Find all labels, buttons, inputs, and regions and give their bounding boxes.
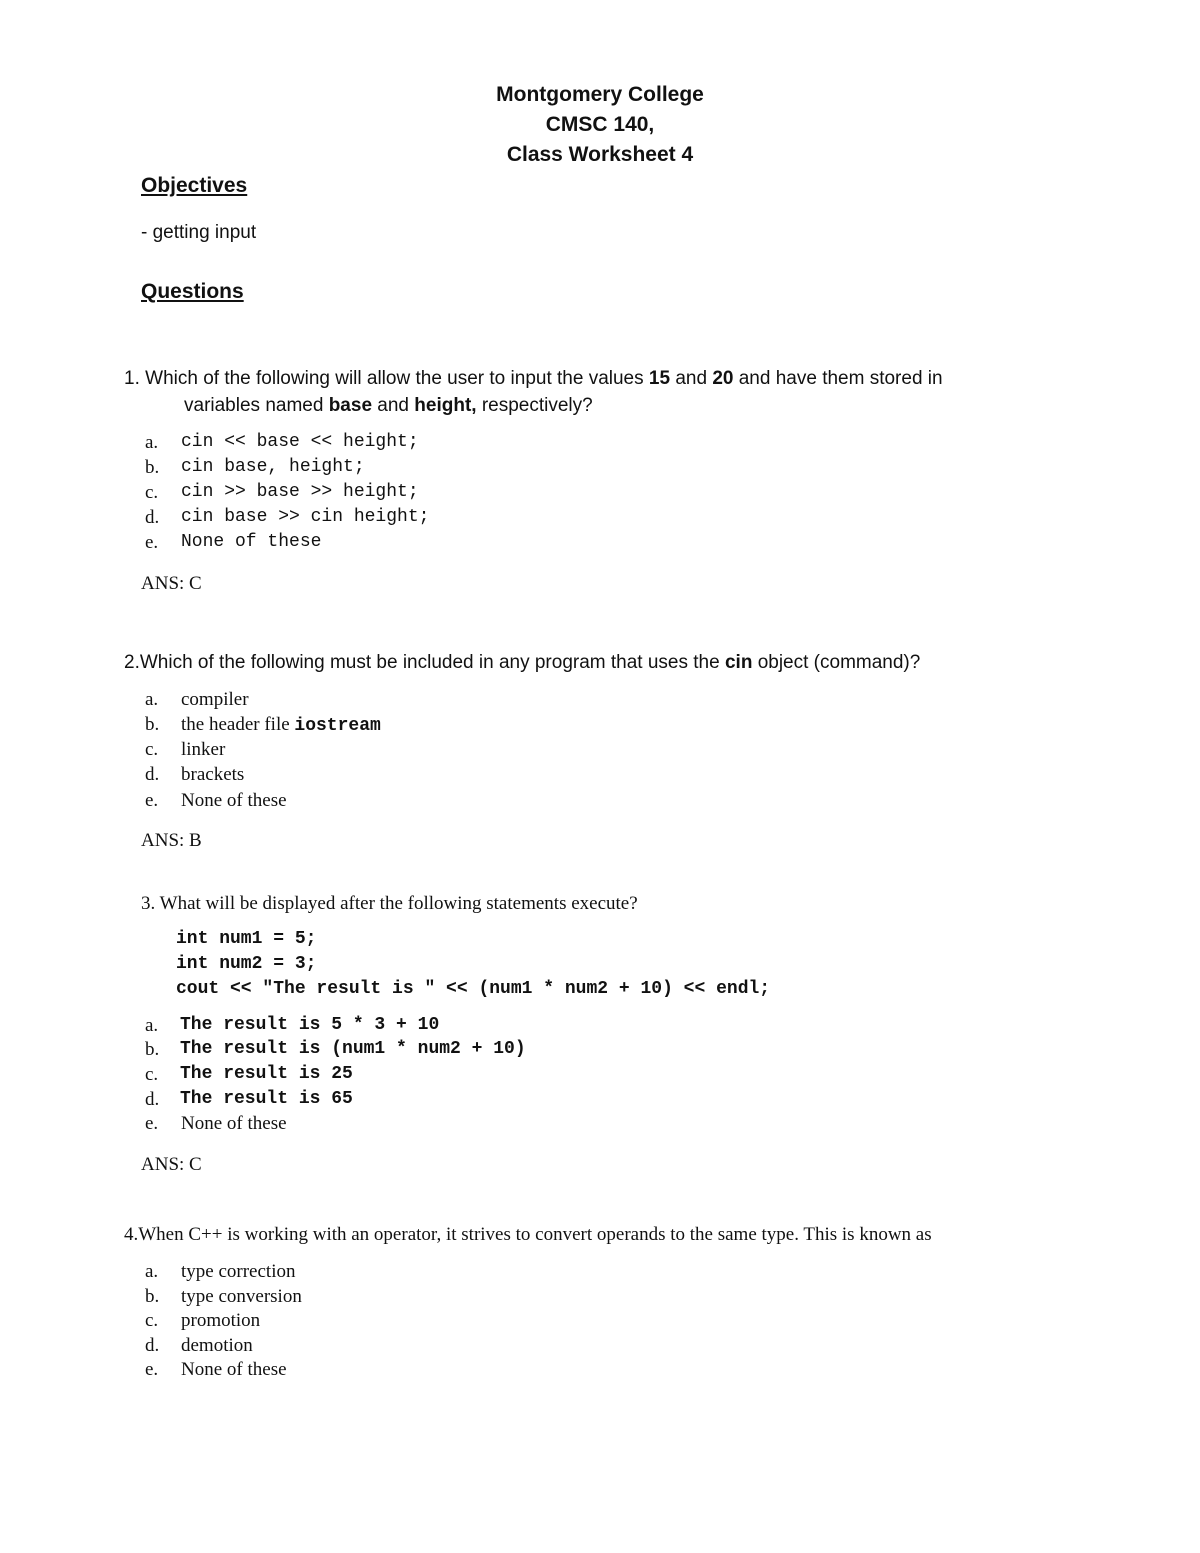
q3-option-a: The result is 5 * 3 + 10	[180, 1015, 440, 1035]
objectives-heading: Objectives	[141, 174, 248, 197]
worksheet-title: Class Worksheet 4	[506, 143, 694, 166]
option-letter: e.	[145, 1359, 159, 1380]
question-3-text: 3. What will be displayed after the following statements execute?	[141, 893, 638, 914]
code-line: int num2 = 3;	[176, 954, 317, 974]
q4-option-a: type correction	[181, 1261, 296, 1282]
q4-option-c: promotion	[181, 1310, 261, 1331]
option-letter: a.	[145, 432, 159, 453]
option-letter: e.	[145, 532, 159, 553]
question-1-text-cont: variables named base and height, respectively?	[184, 395, 593, 416]
questions-heading: Questions	[141, 280, 244, 303]
code-keyword: iostream	[294, 716, 381, 736]
q4-option-b: type conversion	[181, 1286, 302, 1307]
question-1-text: 1. Which of the following will allow the user to input the values 15 and 20 and have them stored in	[124, 368, 943, 389]
option-letter: d.	[145, 1335, 160, 1356]
q3-option-d: The result is 65	[180, 1089, 353, 1109]
code-line: int num1 = 5;	[176, 929, 317, 949]
question-2-text: 2.Which of the following must be included in any program that uses the cin object (command)?	[124, 652, 921, 673]
q1-option-d: cin base >> cin height;	[181, 507, 430, 527]
college-name: Montgomery College	[496, 83, 704, 106]
option-letter: b.	[145, 1286, 160, 1307]
option-letter: b.	[145, 1039, 160, 1060]
q4-option-e: None of these	[181, 1359, 287, 1380]
option-letter: a.	[145, 1015, 159, 1036]
q2-option-b: the header file iostream	[181, 714, 381, 736]
objective-item: - getting input	[141, 222, 257, 243]
q3-option-b: The result is (num1 * num2 + 10)	[180, 1039, 526, 1059]
option-letter: b.	[145, 457, 160, 478]
question-4-text: 4.When C++ is working with an operator, it strives to convert operands to the same type. This is known as	[124, 1224, 932, 1245]
q1-option-c: cin >> base >> height;	[181, 482, 419, 502]
course-code: CMSC 140,	[545, 113, 655, 136]
q1-option-a: cin << base << height;	[181, 432, 419, 452]
option-letter: c.	[145, 739, 159, 760]
option-letter: d.	[145, 507, 160, 528]
option-letter: c.	[145, 1310, 159, 1331]
q2-answer: ANS: B	[141, 830, 202, 851]
q2-option-c: linker	[181, 739, 226, 760]
q4-option-d: demotion	[181, 1335, 253, 1356]
q3-option-e: None of these	[181, 1113, 287, 1134]
q3-answer: ANS: C	[141, 1154, 202, 1175]
q1-option-e: None of these	[181, 532, 322, 552]
q2-option-a: compiler	[181, 689, 249, 710]
q1-option-b: cin base, height;	[181, 457, 365, 477]
option-letter: a.	[145, 1261, 159, 1282]
option-letter: c.	[145, 482, 159, 503]
option-letter: b.	[145, 714, 160, 735]
q2-option-e: None of these	[181, 790, 287, 811]
option-letter: d.	[145, 764, 160, 785]
option-letter: a.	[145, 689, 159, 710]
code-line: cout << "The result is " << (num1 * num2 + 10) << endl;	[176, 979, 771, 999]
option-letter: e.	[145, 1113, 159, 1134]
option-letter: e.	[145, 790, 159, 811]
option-letter: d.	[145, 1089, 160, 1110]
option-letter: c.	[145, 1064, 159, 1085]
q3-option-c: The result is 25	[180, 1064, 353, 1084]
q1-answer: ANS: C	[141, 573, 202, 594]
q2-option-d: brackets	[181, 764, 245, 785]
